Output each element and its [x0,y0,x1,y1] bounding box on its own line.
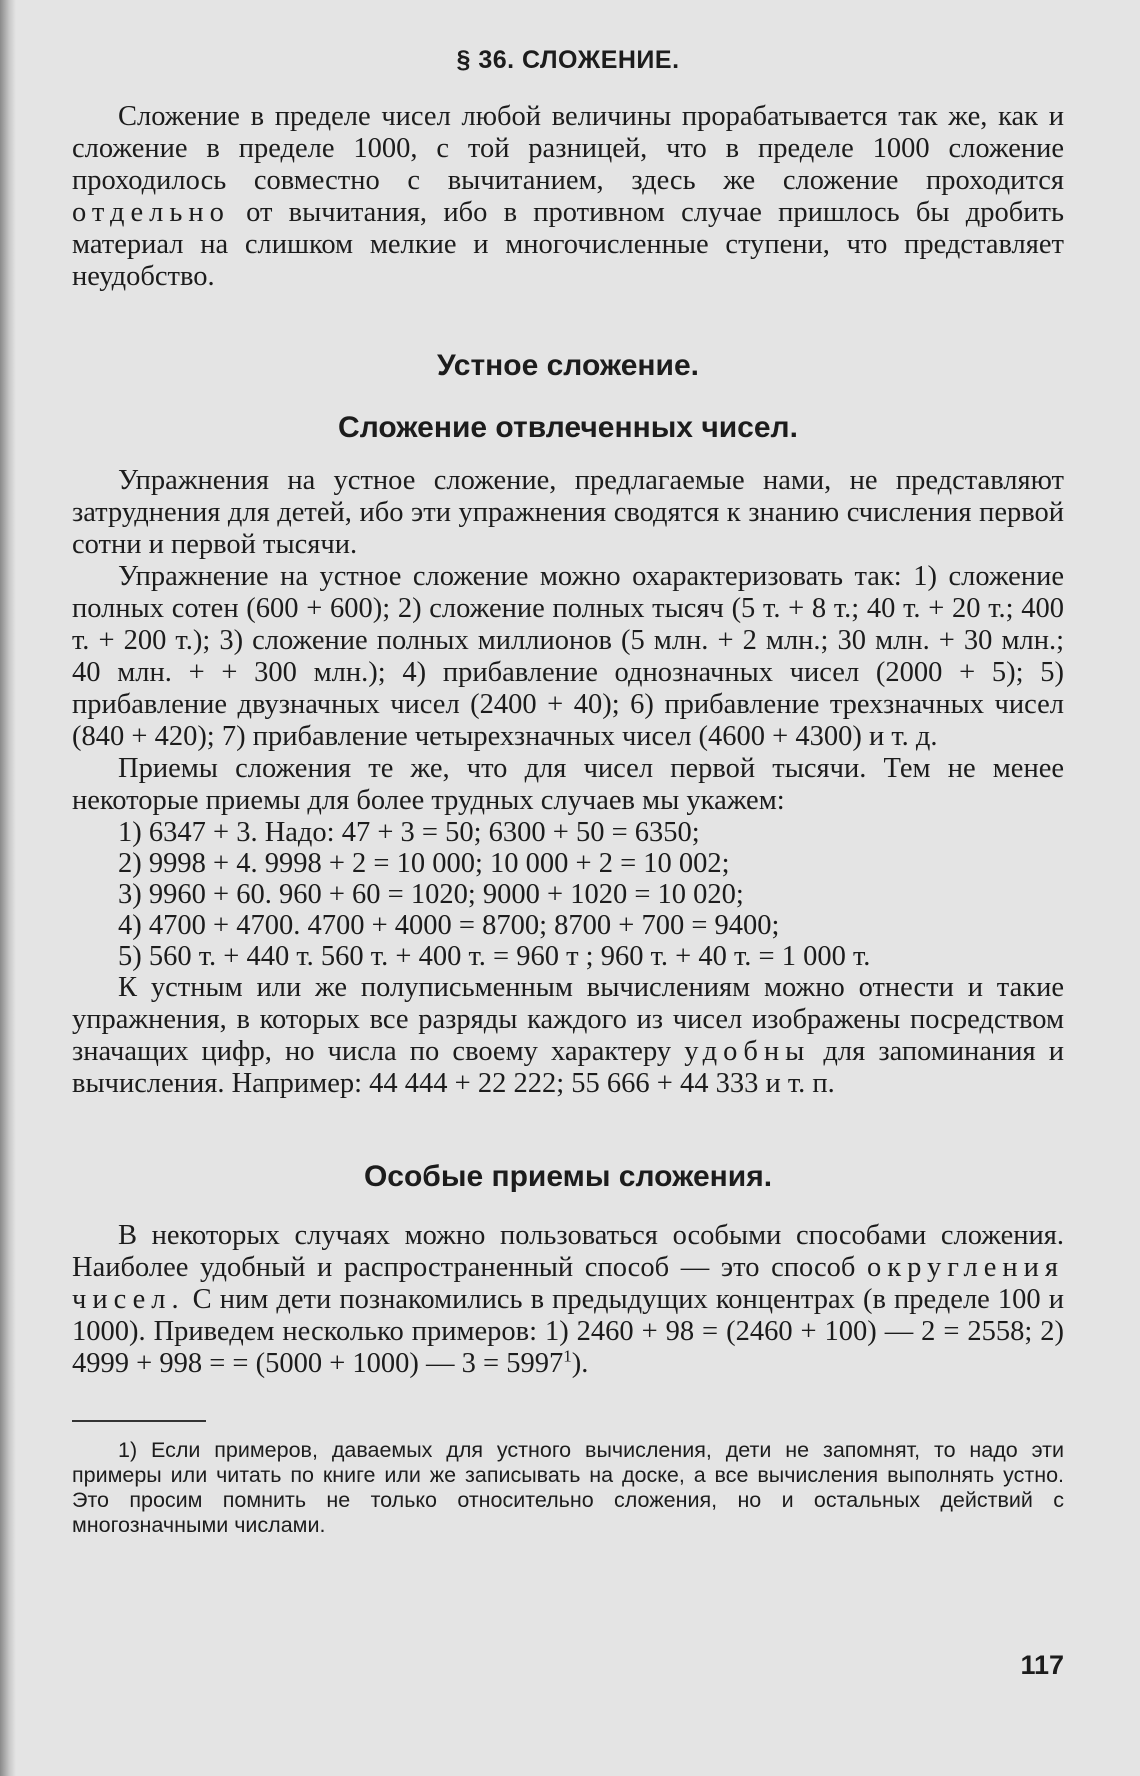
examples-list [72,817,1064,972]
example-item-1: 1) 6347 + 3. Надо: 47 + 3 = 50; 6300 + 50 = 6350; [118,817,700,848]
oral-paragraph-2: Упражнение на устное сложение можно охарактеризовать так: 1) сложение полных сотен (600 + 600); 2) сложение полных тысяч (5 т. + 8 т.; 40 т. + 20 т.; 400 т. + 200 т.); 3) сложение полных миллионов (5 млн. + 2 млн.; 30 млн. + 30 млн.; 40 млн. + + 300 млн.); 4) прибавление однозначных чисел (2000 + 5); 5) прибавление двузначных чисел (2400 + 40); 6) прибавление трехзначных чисел (840 + 420); 7) прибавление четырехзначных чисел (4600 + 4300) и т. д. [72,561,1064,752]
intro-spaced-word: отдельно [72,197,230,228]
oral-paragraph-3: Приемы сложения те же, что для чисел первой тысячи. Тем не менее некоторые приемы для более трудных случаев мы укажем: [72,753,1064,816]
oral-addition-heading: Устное сложение. [436,349,700,382]
footnote-text: Если примеров, даваемых для устного вычисления, дети не запомнят, то надо эти примеры или читать по книге или же записывать на доске, а все вычисления выполнять устно. Это просим помнить не только относительно сложения, но и остальных действий с многозначными числами. [72,1438,1064,1537]
footnote [72,1438,1064,1538]
intro-text-a: Сложение в пределе чисел любой величины прорабатывается так же, как и сложение в пределе 1000, с той разницей, что в пределе 1000 сложение проходилось совместно с вычитанием, здесь же сложение проходится [72,101,1064,196]
special-text-end: ). [571,1348,589,1379]
abstract-numbers-heading: Сложение отвлеченных чисел. [338,411,798,444]
example-item-2: 2) 9998 + 4. 9998 + 2 = 10 000; 10 000 + 2 = 10 002; [118,848,730,879]
oral-p4-spaced-word: удобны [684,1036,811,1067]
oral-paragraph-1: Упражнения на устное сложение, предлагаемые нами, не представляют затруднения для детей, ибо эти упражнения сводятся к знанию счисления первой сотни и первой тысячи. [72,465,1064,560]
oral-p4-text-b: для запоминания и вычисления. Например: 44 444 + 22 222; 55 666 + 44 333 и т. п. [72,1036,1064,1099]
section-title: § 36. СЛОЖЕНИЕ. [456,46,680,74]
special-spaced-words: округления чисел. [72,1252,1064,1315]
example-item-5: 5) 560 т. + 440 т. 560 т. + 400 т. = 960 т ; 960 т. + 40 т. = 1 000 т. [118,941,871,972]
footnote-reference: 1 [563,1346,572,1366]
special-methods-heading: Особые приемы сложения. [363,1160,773,1193]
oral-paragraph-4 [72,972,1064,1100]
footnote-divider [72,1420,206,1422]
oral-p4-text-a: К устным или же полуписьменным вычислениям можно отнести и такие упражнения, в которых все разряды каждого из чисел изображены посредством значащих цифр, но числа по своему характеру [72,972,1064,1067]
special-paragraph [72,1220,1064,1380]
special-text-b: С ним дети познакомились в предыдущих концентрах (в пределе 100 и 1000). Приведем несколько примеров: 1) 2460 + 98 = (2460 + 100) — 2 = 2558; 2) 4999 + 998 = = (5000 + 1000) — 3 = 5997 [72,1284,1064,1379]
footnote-marker: 1) [118,1438,138,1462]
special-text-a: В некоторых случаях можно пользоваться особыми способами сложения. Наиболее удобный и распространенный способ — это способ [72,1220,1064,1283]
page-number: 117 [1020,1650,1064,1680]
intro-text-b: от вычитания, ибо в противном случае пришлось бы дробить материал на слишком мелкие и многочисленные ступени, что представляет неудобство. [72,197,1064,292]
intro-paragraph [72,101,1064,293]
example-item-3: 3) 9960 + 60. 960 + 60 = 1020; 9000 + 1020 = 10 020; [118,879,744,910]
scan-edge-shadow [0,0,16,1776]
example-item-4: 4) 4700 + 4700. 4700 + 4000 = 8700; 8700 + 700 = 9400; [118,910,780,941]
